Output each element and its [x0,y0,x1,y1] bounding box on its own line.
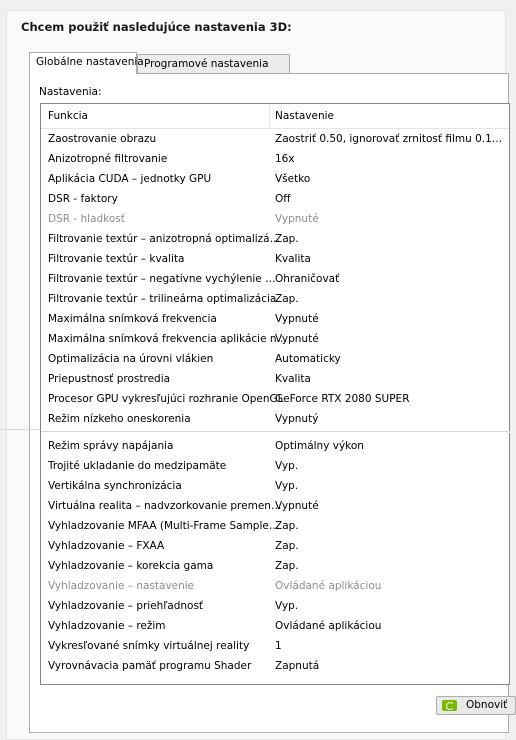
table-row[interactable] [41,209,511,229]
table-row[interactable] [41,329,511,349]
table-row[interactable] [41,269,511,289]
feature-cell: Filtrovanie textúr – kvalita [48,253,185,265]
feature-cell: Vyhladzovanie – FXAA [48,540,165,552]
setting-value-cell[interactable]: Vypnuté [275,500,319,512]
table-row[interactable] [41,576,511,596]
feature-cell: Maximálna snímková frekvencia aplikácie n… [48,333,288,345]
feature-cell: Filtrovanie textúr – trilineárna optimalizácia [48,293,277,305]
table-row[interactable] [41,496,511,516]
table-row[interactable] [41,536,511,556]
restore-button[interactable] [436,696,516,715]
table-row[interactable] [41,149,511,169]
setting-value-cell[interactable]: Zap. [275,540,299,552]
feature-cell: Vykresľované snímky virtuálnej reality [48,640,250,652]
setting-value-cell[interactable]: Vypnuté [275,333,319,345]
feature-cell: DSR - faktory [48,193,118,205]
feature-cell: Maximálna snímková frekvencia [48,313,217,325]
setting-value-cell[interactable]: Optimálny výkon [275,440,364,452]
table-row[interactable] [41,516,511,536]
list-header [41,104,509,129]
restore-button-label: Obnoviť [466,699,508,711]
setting-value-cell[interactable]: Vypnuté [275,313,319,325]
feature-cell: Priepustnosť prostredia [48,373,171,385]
feature-cell: Aplikácia CUDA – jednotky GPU [48,173,212,185]
table-row[interactable] [41,476,511,496]
setting-value-cell[interactable]: Vyp. [275,600,299,612]
feature-cell: Vertikálna synchronizácia [48,480,182,492]
setting-value-cell[interactable]: Zapnutá [275,660,320,672]
setting-value-cell[interactable]: Ohraničovať [275,273,340,285]
feature-cell: Vyhladzovanie – nastavenie [48,580,195,592]
feature-cell: Vyhladzovanie MFAA (Multi-Frame Sample… [48,520,280,532]
table-row[interactable] [41,636,511,656]
table-row[interactable] [41,349,511,369]
setting-value-cell[interactable]: Ovládané aplikáciou [275,580,382,592]
setting-value-cell[interactable]: Vyp. [275,480,299,492]
feature-cell: Vyhladzovanie – režim [48,620,166,632]
setting-value-cell[interactable]: Zap. [275,293,299,305]
feature-cell: Zaostrovanie obrazu [48,133,157,145]
setting-value-cell[interactable]: Vypnuté [275,213,319,225]
feature-cell: Anizotropné filtrovanie [48,153,168,165]
settings-list[interactable] [40,103,510,685]
setting-value-cell[interactable]: Zap. [275,560,299,572]
table-row[interactable] [41,129,511,149]
table-row[interactable] [41,596,511,616]
feature-cell: Režim nízkeho oneskorenia [48,413,191,425]
table-row[interactable] [41,409,511,429]
feature-cell: Vyrovnávacia pamäť programu Shader [48,660,252,672]
setting-value-cell[interactable]: Zap. [275,520,299,532]
setting-value-cell[interactable]: Vypnutý [275,413,319,425]
feature-cell: Optimalizácia na úrovni vlákien [48,353,214,365]
feature-cell: Procesor GPU vykresľujúci rozhranie OpenGL [48,393,284,405]
feature-cell: Vyhladzovanie – korekcia gama [48,560,214,572]
table-row[interactable] [41,169,511,189]
table-row[interactable] [41,656,511,676]
setting-value-cell[interactable]: Zaostriť 0.50, ignorovať zrnitosť filmu 0.1… [275,133,503,145]
table-row[interactable] [41,369,511,389]
nvidia-icon [442,700,457,711]
table-row[interactable] [41,289,511,309]
setting-value-cell[interactable]: Ovládané aplikáciou [275,620,382,632]
feature-cell: Virtuálna realita – nadvzorkovanie premen… [48,500,282,512]
setting-value-cell[interactable]: Zap. [275,233,299,245]
column-header-feature[interactable]: Funkcia [48,110,88,122]
table-row[interactable] [41,389,511,409]
setting-value-cell[interactable]: Kvalita [275,373,311,385]
group-separator [41,431,511,433]
setting-value-cell[interactable]: Off [275,193,291,205]
tab-program-settings[interactable]: Programové nastavenia [137,54,290,73]
page-title: Chcem použiť nasledujúce nastavenia 3D: [21,20,292,34]
table-row[interactable] [41,249,511,269]
feature-cell: Režim správy napájania [48,440,174,452]
feature-cell: DSR - hladkosť [48,213,125,225]
setting-value-cell[interactable]: Vyp. [275,460,299,472]
setting-value-cell[interactable]: Všetko [275,173,311,185]
setting-value-cell[interactable]: 1 [275,640,282,652]
setting-value-cell[interactable]: Automaticky [275,353,341,365]
table-row[interactable] [41,616,511,636]
table-row[interactable] [41,309,511,329]
column-header-setting[interactable]: Nastavenie [275,110,335,122]
column-divider[interactable] [269,104,270,128]
setting-value-cell[interactable]: GeForce RTX 2080 SUPER [275,393,410,405]
feature-cell: Vyhladzovanie – priehľadnosť [48,600,204,612]
table-row[interactable] [41,436,511,456]
table-row[interactable] [41,229,511,249]
setting-value-cell[interactable]: 16x [275,153,295,165]
table-row[interactable] [41,556,511,576]
feature-cell: Filtrovanie textúr – negatívne vychýlenie … [48,273,276,285]
window-edge-mark [0,429,40,430]
tab-global-settings[interactable]: Globálne nastavenia [29,52,137,74]
feature-cell: Trojité ukladanie do medzipamäte [48,460,227,472]
feature-cell: Filtrovanie textúr – anizotropná optimalizá… [48,233,281,245]
setting-value-cell[interactable]: Kvalita [275,253,311,265]
settings-label: Nastavenia: [39,86,102,98]
table-row[interactable] [41,456,511,476]
table-row[interactable] [41,189,511,209]
